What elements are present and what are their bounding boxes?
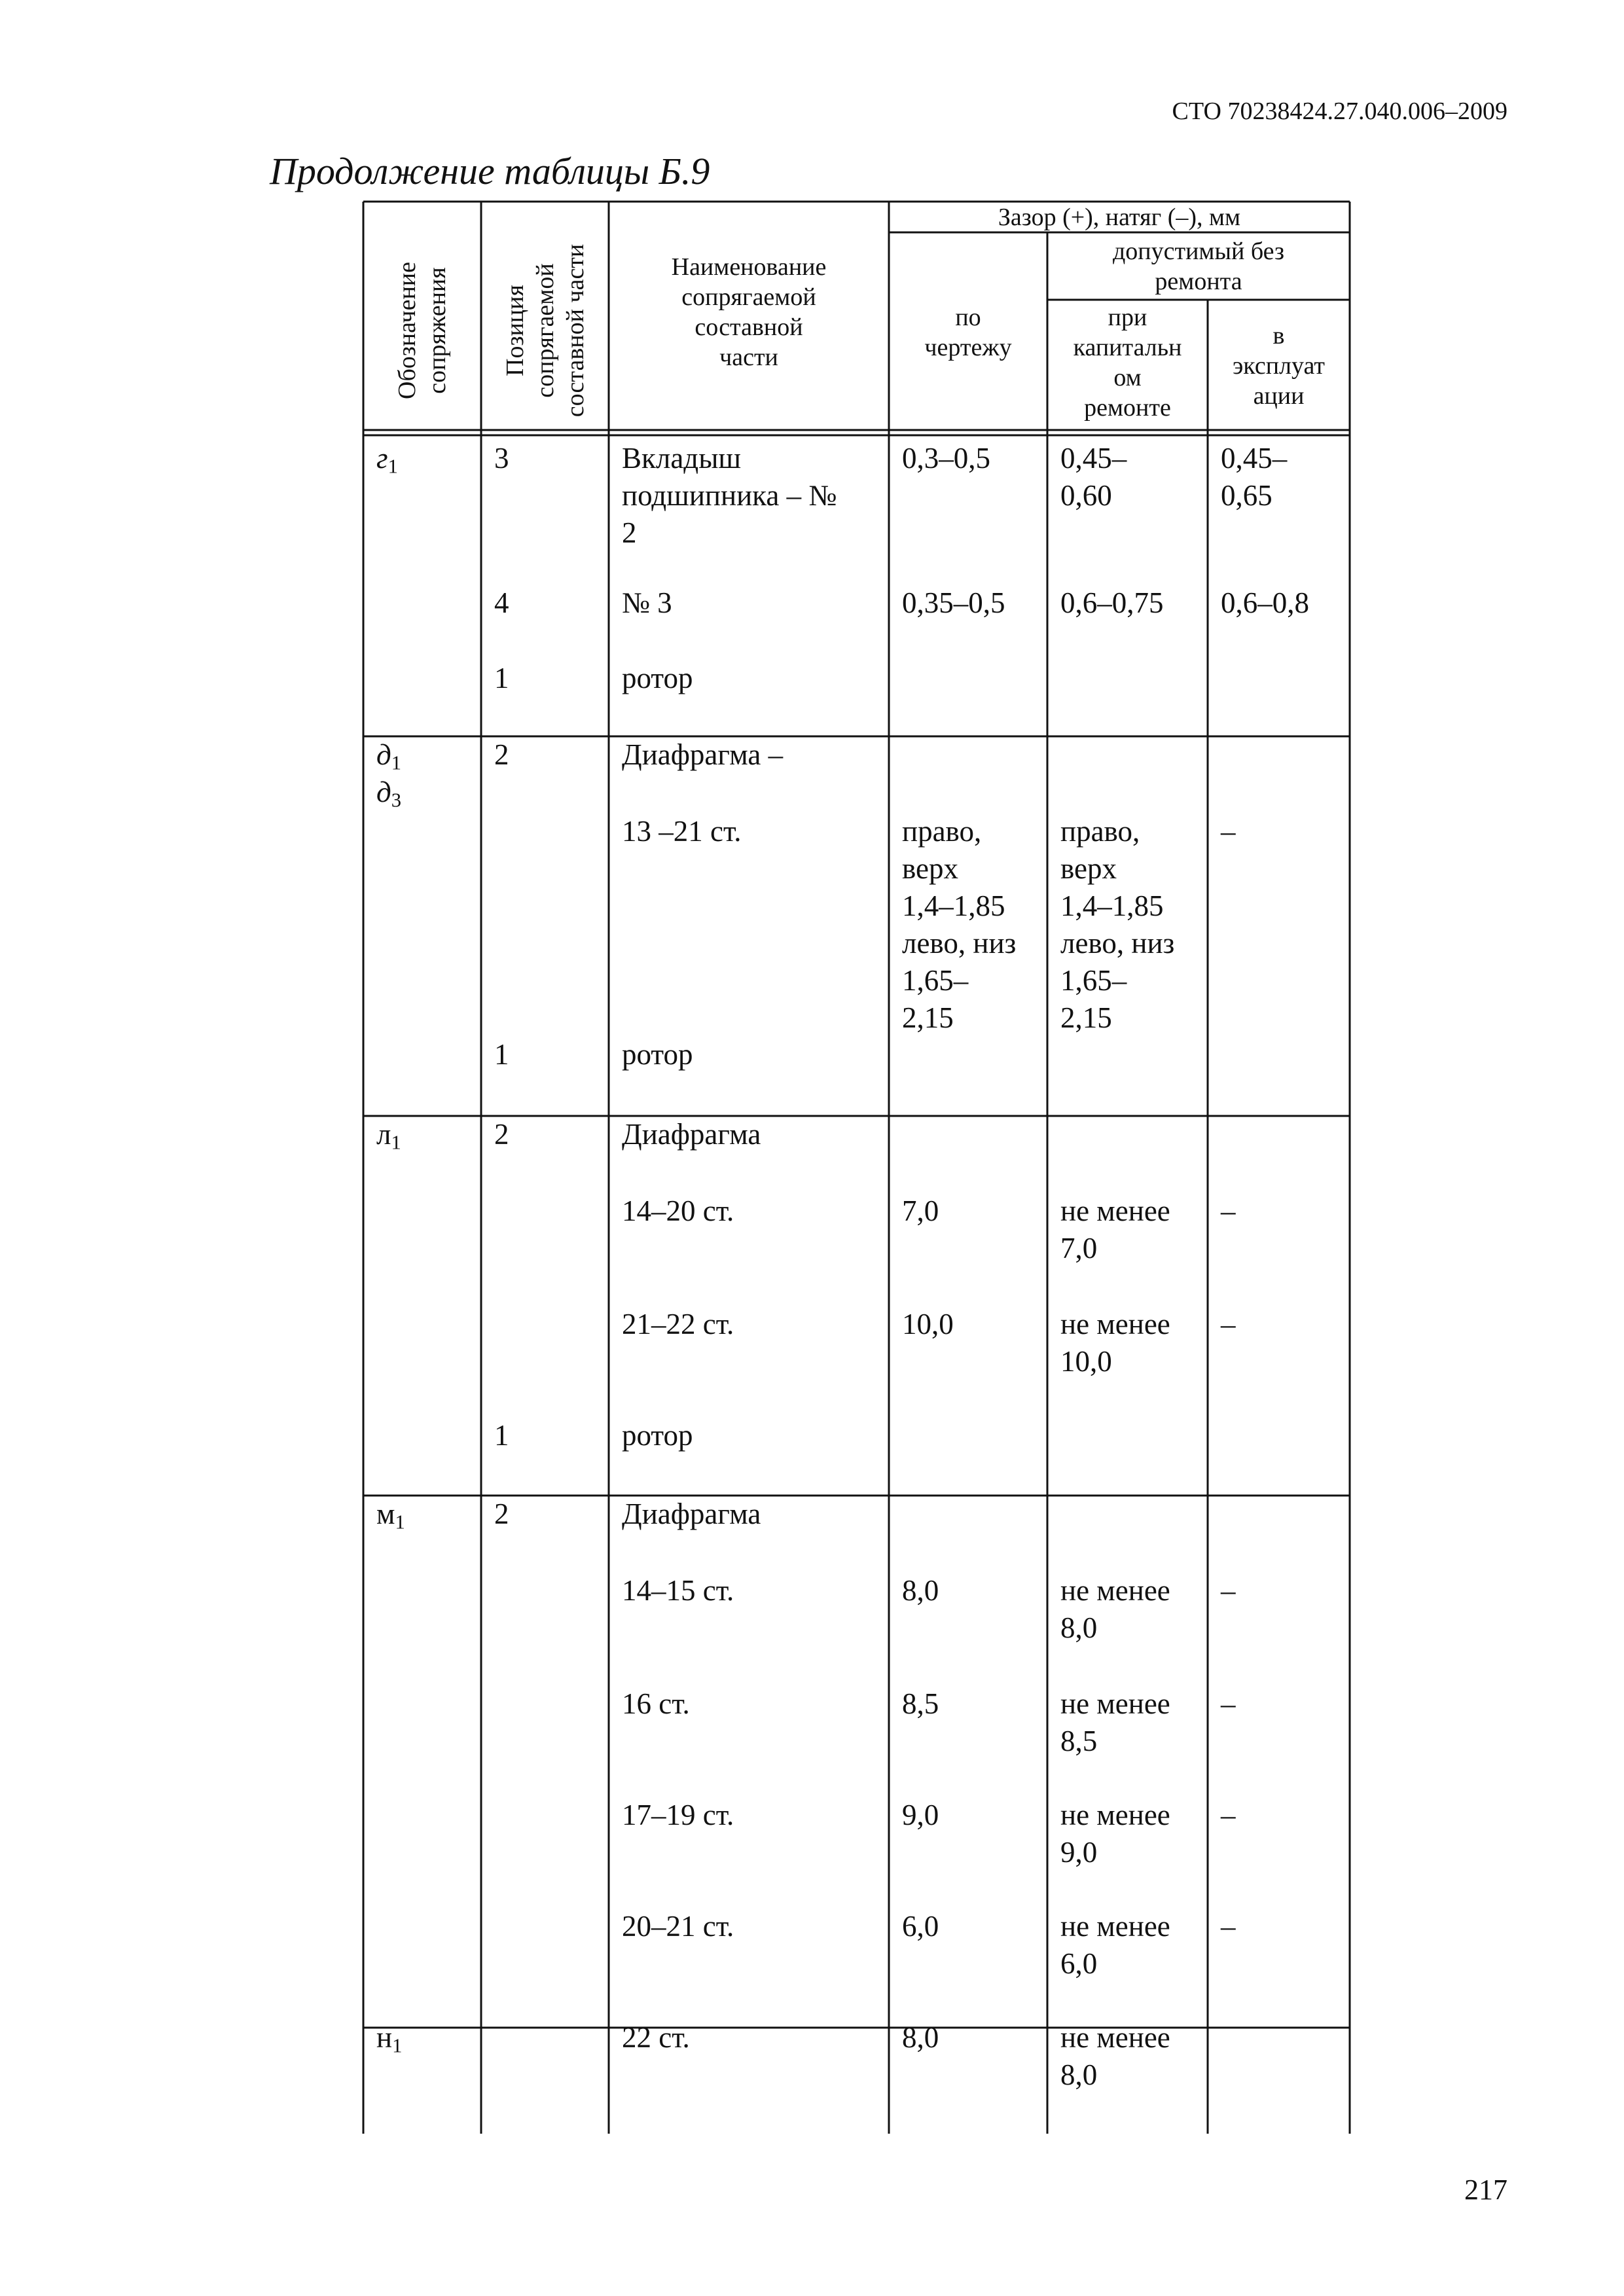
gap-operation-cell: –: [1221, 1194, 1236, 1227]
table-caption: Продолжение таблицы Б.9: [270, 150, 710, 192]
gap-capital-cell: право, верх 1,4–1,85 лево, низ 1,65– 2,15: [1060, 815, 1175, 1034]
gap-capital-cell: не менее 9,0: [1060, 1799, 1170, 1869]
designation-cell: $г_1$: [376, 442, 398, 478]
position-cell: 1: [494, 662, 509, 694]
gap-drawing-cell: 6,0: [902, 1910, 939, 1943]
designation-cell: $л_1$: [376, 1118, 401, 1154]
gap-operation-cell: 0,45– 0,65: [1221, 442, 1288, 512]
gap-capital-cell: не менее 8,5: [1060, 1687, 1170, 1757]
gap-capital-cell: 0,45– 0,60: [1060, 442, 1127, 512]
gap-operation-cell: –: [1221, 1910, 1236, 1943]
part-name-cell: Диафрагма: [622, 1498, 761, 1530]
gap-capital-cell: 0,6–0,75: [1060, 586, 1164, 619]
gap-drawing-cell: 8,0: [902, 2021, 939, 2054]
part-name-cell: 20–21 ст.: [622, 1910, 734, 1943]
page-number: 217: [1464, 2174, 1507, 2206]
part-name-cell: ротор: [622, 662, 693, 694]
part-name-cell: 13 –21 ст.: [622, 815, 742, 848]
gap-drawing-cell: 0,35–0,5: [902, 586, 1005, 619]
gap-drawing-cell: 10,0: [902, 1308, 954, 1340]
gap-capital-cell: не менее 10,0: [1060, 1308, 1170, 1378]
document-code: СТО 70238424.27.040.006–2009: [1172, 98, 1507, 125]
header-operation: в эксплуат ации: [1233, 322, 1325, 410]
part-name-cell: Диафрагма: [622, 1118, 761, 1151]
header-by-drawing: по чертежу: [924, 304, 1012, 361]
gap-operation-cell: 0,6–0,8: [1221, 586, 1309, 619]
gap-drawing-cell: 7,0: [902, 1194, 939, 1227]
designation-cell: $м_1$: [376, 1498, 405, 1534]
gap-drawing-cell: право, верх 1,4–1,85 лево, низ 1,65– 2,15: [902, 815, 1017, 1034]
header-gap: Зазор (+), натяг (–), мм: [998, 204, 1241, 231]
gap-capital-cell: не менее 6,0: [1060, 1910, 1170, 1980]
gap-drawing-cell: 0,3–0,5: [902, 442, 990, 475]
part-name-cell: ротор: [622, 1419, 693, 1452]
gap-capital-cell: не менее 8,0: [1060, 1574, 1170, 1644]
header-position: Позиция сопрягаемой составной части: [501, 243, 589, 418]
gap-operation-cell: –: [1221, 1687, 1236, 1720]
part-name-cell: № 3: [622, 586, 672, 619]
gap-drawing-cell: 8,0: [902, 1574, 939, 1607]
position-cell: 2: [494, 1118, 509, 1151]
gap-drawing-cell: 8,5: [902, 1687, 939, 1720]
gap-operation-cell: –: [1221, 1799, 1236, 1831]
designation-cell: $н_1$: [376, 2021, 403, 2057]
header-name: Наименование сопрягаемой составной части: [671, 253, 827, 371]
part-name-cell: 21–22 ст.: [622, 1308, 734, 1340]
position-cell: 2: [494, 1498, 509, 1530]
part-name-cell: 22 ст.: [622, 2021, 690, 2054]
gap-capital-cell: не менее 7,0: [1060, 1194, 1170, 1265]
part-name-cell: 17–19 ст.: [622, 1799, 734, 1831]
part-name-cell: ротор: [622, 1038, 693, 1071]
part-name-cell: 14–15 ст.: [622, 1574, 734, 1607]
gap-drawing-cell: 9,0: [902, 1799, 939, 1831]
gap-operation-cell: –: [1221, 815, 1236, 848]
part-name-cell: 16 ст.: [622, 1687, 690, 1720]
position-cell: 1: [494, 1419, 509, 1452]
header-designation: Обозначение сопряжения: [393, 262, 451, 399]
position-cell: 3: [494, 442, 509, 475]
gap-operation-cell: –: [1221, 1308, 1236, 1340]
position-cell: 2: [494, 738, 509, 771]
part-name-cell: Диафрагма –: [622, 738, 784, 771]
header-allowed: допустимый без ремонта: [1112, 238, 1285, 295]
position-cell: 4: [494, 586, 509, 619]
position-cell: 1: [494, 1038, 509, 1071]
designation-cell: $д_1$ $д_3$: [376, 738, 402, 812]
part-name-cell: Вкладыш подшипника – № 2: [622, 442, 837, 549]
header-capital-repair: при капитальн ом ремонте: [1073, 304, 1182, 422]
gap-capital-cell: не менее 8,0: [1060, 2021, 1170, 2091]
part-name-cell: 14–20 ст.: [622, 1194, 734, 1227]
gap-operation-cell: –: [1221, 1574, 1236, 1607]
